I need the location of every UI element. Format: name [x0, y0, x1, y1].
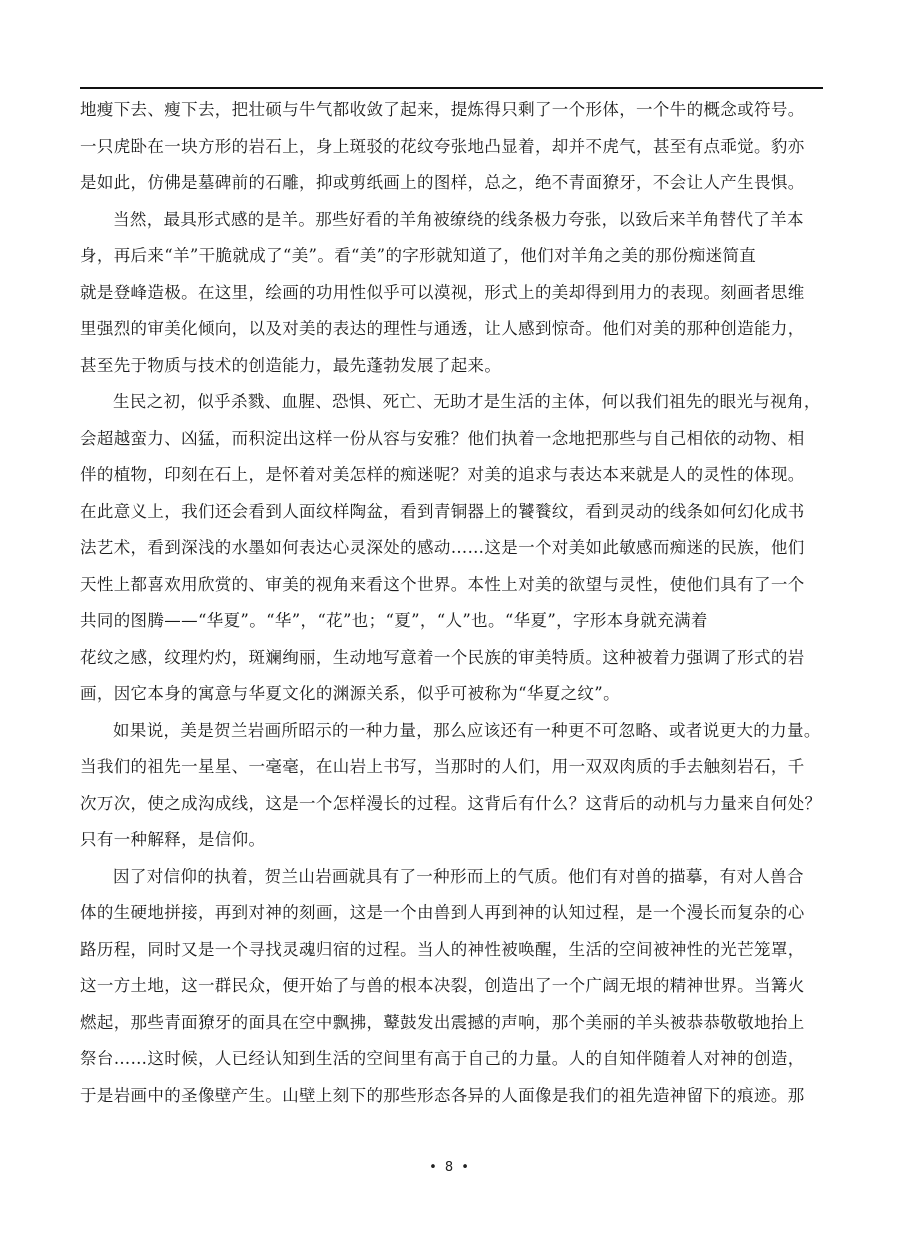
- text-line: 于是岩画中的圣像壁产生。山壁上刻下的那些形态各异的人面像是我们的祖先造神留下的痕迹。那: [80, 1085, 805, 1105]
- text-line: 一只虎卧在一块方形的岩石上，身上斑驳的花纹夸张地凸显着，却并不虎气，甚至有点乖觉。豹亦: [80, 136, 805, 156]
- text-line: 次万次，使之成沟成线，这是一个怎样漫长的过程。这背后有什么？这背后的动机与力量来自何处？: [80, 793, 822, 813]
- text-line: 地瘦下去、瘦下去，把壮硕与牛气都收敛了起来，提炼得只剩了一个形体，一个牛的概念或符号。: [80, 100, 805, 119]
- text-line: 花纹之感，纹理灼灼，斑斓绚丽，生动地写意着一个民族的审美特质。这种被着力强调了形式的岩: [80, 647, 805, 667]
- text-line: 甚至先于物质与技术的创造能力，最先蓬勃发展了起来。: [80, 355, 502, 375]
- paragraph: [80, 713, 823, 859]
- top-rule: [80, 87, 823, 89]
- document-body: [80, 92, 823, 1114]
- text-line: 法艺术，看到深浅的水墨如何表达心灵深处的感动……这是一个对美如此敏感而痴迷的民族，他们: [80, 538, 805, 557]
- paragraph: [80, 202, 823, 385]
- text-line: 如果说，美是贺兰岩画所昭示的一种力量，那么应该还有一种更不可忽略、或者说更大的力量。: [113, 720, 821, 740]
- text-line: 只有一种解释，是信仰。: [80, 830, 266, 849]
- text-line: 是如此，仿佛是墓碑前的石雕，抑或剪纸画上的图样，总之，绝不青面獠牙，不会让人产生畏惧。: [80, 173, 805, 192]
- text-line: 会超越蛮力、凶猛，而积淀出这样一份从容与安雅？他们执着一念地把那些与自己相依的动物、相: [80, 428, 805, 448]
- text-line: 路历程，同时又是一个寻找灵魂归宿的过程。当人的神性被唤醒，生活的空间被神性的光芒笼罩，: [80, 939, 805, 959]
- text-line: 祭台……这时候，人已经认知到生活的空间里有高于自己的力量。人的自知伴随着人对神的创造，: [80, 1049, 805, 1068]
- paragraph: [80, 384, 823, 713]
- text-line: 伴的植物，印刻在石上，是怀着对美怎样的痴迷呢？对美的追求与表达本来就是人的灵性的体现。: [80, 465, 805, 484]
- paragraph: [80, 92, 823, 202]
- text-line: 就是登峰造极。在这里，绘画的功用性似乎可以漠视，形式上的美却得到用力的表现。刻画者思维: [80, 282, 805, 302]
- text-line: 当然，最具形式感的是羊。那些好看的羊角被缭绕的线条极力夸张，以致后来羊角替代了羊本: [113, 209, 804, 229]
- page-number: • 8 •: [429, 1160, 471, 1175]
- paragraph: [80, 859, 823, 1115]
- text-line: 里强烈的审美化倾向，以及对美的表达的理性与通透，让人感到惊奇。他们对美的那种创造能力，: [80, 319, 805, 338]
- text-line: 当我们的祖先一星星、一毫毫，在山岩上书写，当那时的人们，用一双双肉质的手去触刻岩石，千: [80, 757, 805, 776]
- text-line: 天性上都喜欢用欣赏的、审美的视角来看这个世界。本性上对美的欲望与灵性，使他们具有了一个: [80, 574, 805, 594]
- text-line: 因了对信仰的执着，贺兰山岩画就具有了一种形而上的气质。他们有对兽的描摹，有对人兽合: [113, 866, 804, 886]
- text-line: 这一方土地，这一群民众，便开始了与兽的根本决裂，创造出了一个广阔无垠的精神世界。当篝火: [80, 976, 805, 995]
- text-line: 身，再后来“羊”干脆就成了“美”。看“美”的字形就知道了，他们对羊角之美的那份痴迷简直: [80, 246, 757, 265]
- text-line: 共同的图腾——“华夏”。“华”，“花”也；“夏”，“人”也。“华夏”，字形本身就充满着: [80, 611, 708, 630]
- text-line: 生民之初，似乎杀戮、血腥、恐惧、死亡、无助才是生活的主体，何以我们祖先的眼光与视角，: [113, 392, 821, 411]
- text-line: 画，因它本身的寓意与华夏文化的渊源关系，似乎可被称为“华夏之纹”。: [80, 684, 620, 703]
- text-line: 燃起，那些青面獠牙的面具在空中飘拂，鼙鼓发出震撼的声响，那个美丽的羊头被恭恭敬敬地抬上: [80, 1012, 805, 1032]
- text-line: 体的生硬地拼接，再到对神的刻画，这是一个由兽到人再到神的认知过程，是一个漫长而复杂的心: [80, 903, 805, 922]
- text-line: 在此意义上，我们还会看到人面纹样陶盆，看到青铜器上的饕餮纹，看到灵动的线条如何幻化成书: [80, 501, 805, 521]
